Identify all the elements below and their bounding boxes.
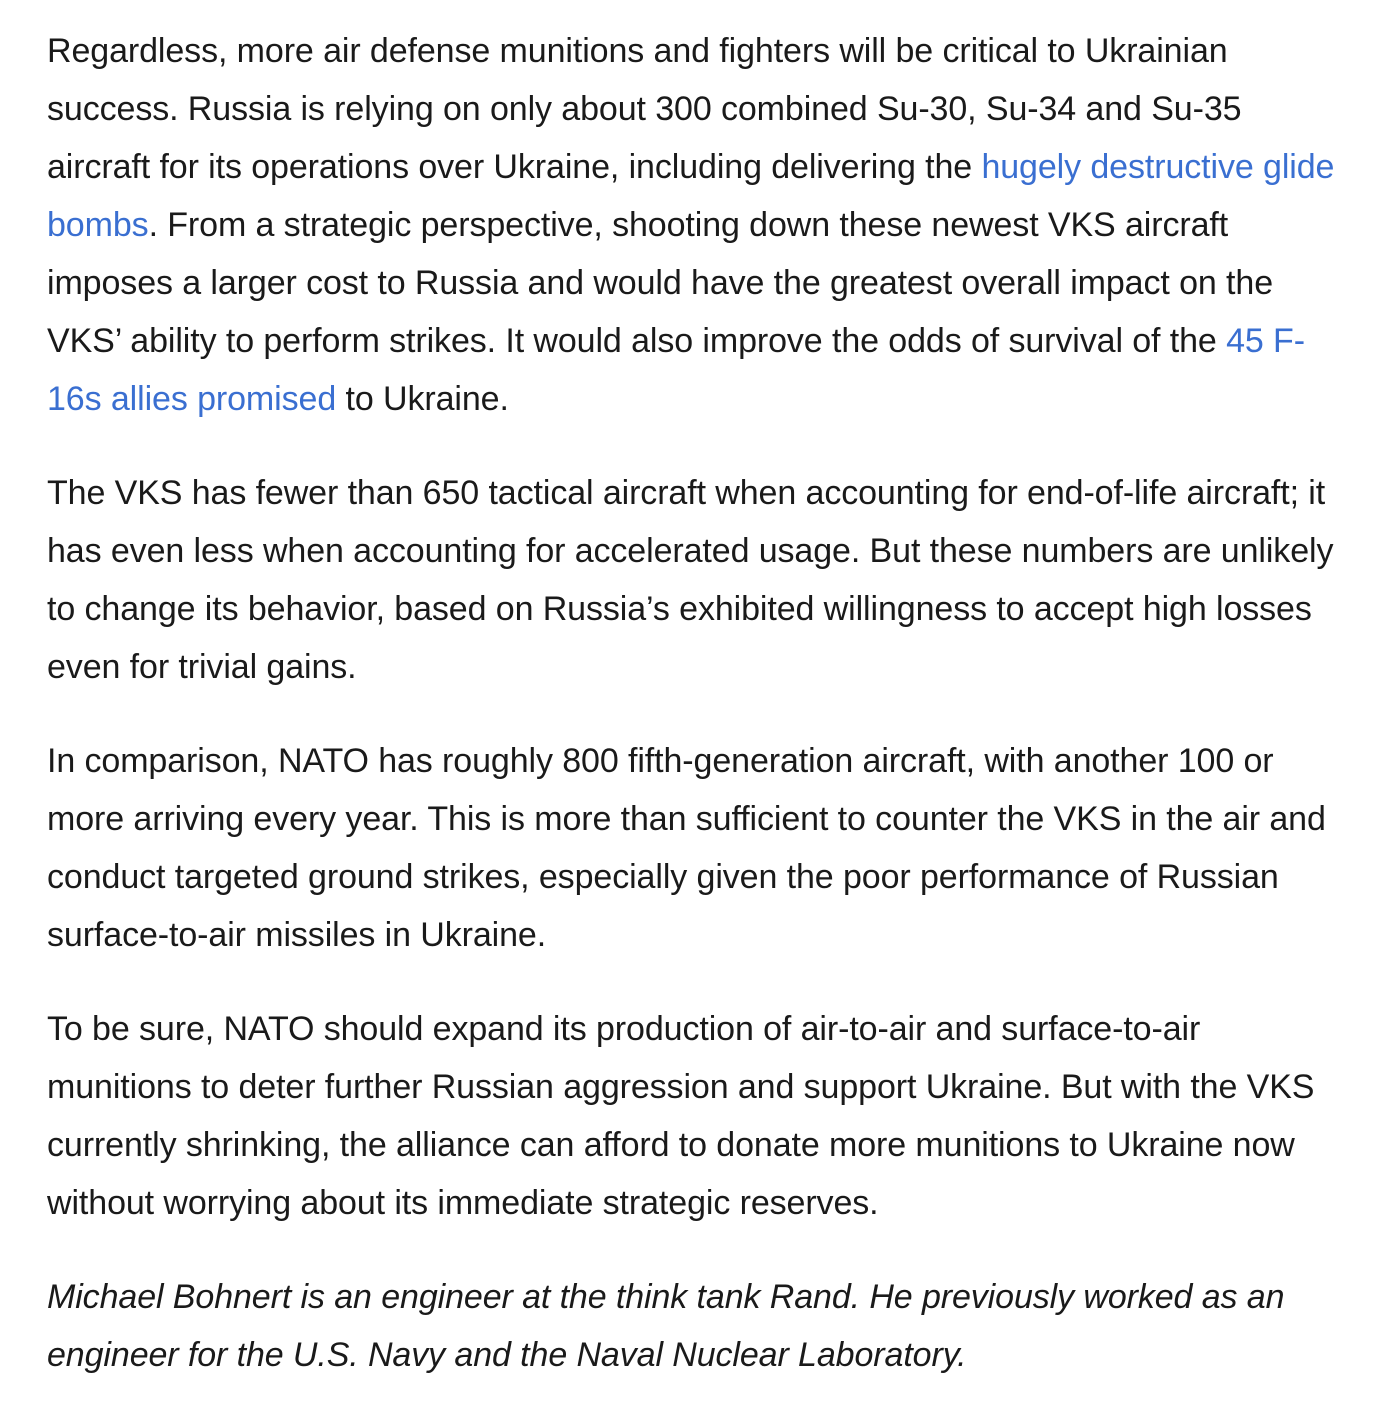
paragraph-1-text-b: . From a strategic perspective, shooting down these newest VKS aircraft imposes a larger cost to Russia and would have the greatest overall impact on the VKS’ ability to perform strikes. It would also improve the odds of survival of the: [47, 206, 1274, 360]
paragraph-3: In comparison, NATO has roughly 800 fifth-generation aircraft, with another 100 or more arriving every year. This is more than sufficient to counter the VKS in the air and conduct targeted ground strikes, especially given the poor performance of Russian surface-to-air missiles in Ukraine.: [47, 742, 1326, 954]
author-bio: Michael Bohnert is an engineer at the think tank Rand. He previously worked as an engineer for the U.S. Navy and the Naval Nuclear Laboratory.: [47, 1278, 1285, 1374]
paragraph-4: To be sure, NATO should expand its production of air-to-air and surface-to-air munitions to deter further Russian aggression and support Ukraine. But with the VKS currently shrinking, the alliance can afford to donate more munitions to Ukraine now without worrying about its immediate strategic reserves.: [47, 1010, 1315, 1222]
paragraph-1-text-c: to Ukraine.: [336, 380, 509, 418]
f16s-promised-link[interactable]: 45 F-16s allies promised: [47, 322, 1305, 418]
glide-bombs-link[interactable]: hugely destructive glide bombs: [47, 148, 1335, 244]
paragraph-1: [47, 22, 1347, 428]
paragraph-1-text-a: Regardless, more air defense munitions and fighters will be critical to Ukrainian success. Russia is relying on only about 300 combined Su-30, Su-34 and Su-35 aircraft for its operations over Ukraine, including delivering the: [47, 32, 1242, 186]
article-body: [47, 22, 1347, 1420]
paragraph-2: The VKS has fewer than 650 tactical aircraft when accounting for end-of-life aircraft; it has even less when accounting for accelerated usage. But these numbers are unlikely to change its behavior, based on Russia’s exhibited willingness to accept high losses even for trivial gains.: [47, 474, 1334, 686]
